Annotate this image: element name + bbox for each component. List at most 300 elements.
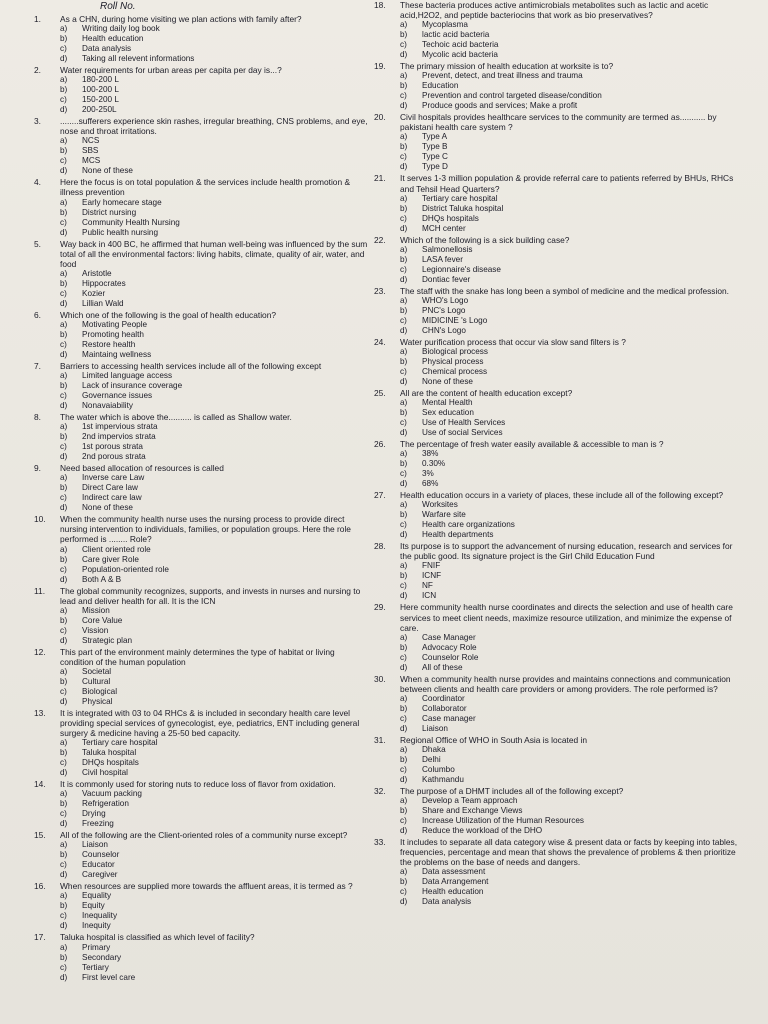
option-letter: d) (60, 921, 68, 931)
option-letter: b) (60, 329, 68, 339)
options-list (60, 320, 368, 360)
option-item (400, 367, 746, 377)
question-number: 2. (34, 65, 41, 76)
question-item (30, 830, 368, 880)
question-item (30, 514, 368, 584)
option-item (400, 775, 746, 785)
question-item (370, 173, 746, 233)
options-list (60, 667, 368, 707)
option-letter: d) (60, 503, 68, 513)
option-text: Health care organizations (422, 520, 515, 530)
question-line (30, 116, 368, 136)
option-letter: c) (400, 418, 407, 428)
option-letter: d) (60, 635, 68, 645)
option-letter: d) (60, 452, 68, 462)
option-text: First level care (82, 972, 136, 982)
question-item (30, 881, 368, 931)
question-item (370, 112, 746, 172)
option-text: All of these (422, 662, 463, 672)
question-line (30, 14, 368, 24)
option-item (400, 40, 746, 50)
option-text: Indirect care law (82, 493, 142, 503)
question-stem: All of the following are the Client-oriented roles of a community nurse except? (60, 830, 348, 841)
option-text: Tertiary (82, 962, 109, 972)
option-letter: d) (60, 349, 68, 359)
right-question-column (370, 0, 746, 908)
option-letter: b) (400, 408, 408, 418)
option-text: Freezing (82, 819, 114, 829)
option-item (400, 530, 746, 540)
question-number: 32. (374, 785, 386, 796)
question-number: 7. (34, 360, 41, 371)
option-item (60, 452, 368, 462)
option-text: 2nd impervios strata (82, 432, 156, 442)
option-text: MCS (82, 156, 101, 166)
question-line (30, 708, 368, 738)
option-text: Chemical process (422, 366, 488, 376)
option-letter: b) (60, 85, 68, 95)
option-text: Biological process (422, 346, 488, 356)
option-letter: b) (400, 703, 408, 713)
question-item (370, 837, 746, 907)
option-text: Type C (422, 152, 448, 162)
option-letter: b) (400, 254, 408, 264)
option-letter: a) (400, 449, 408, 459)
question-item (30, 14, 368, 64)
options-list (400, 561, 746, 601)
option-item (400, 663, 746, 673)
option-text: Warfare site (422, 510, 466, 520)
question-line (370, 235, 746, 245)
question-number: 26. (374, 439, 386, 450)
option-item (60, 911, 368, 921)
option-letter: a) (400, 744, 408, 754)
option-text: Columbo (422, 764, 455, 774)
option-text: Civil hospital (82, 768, 128, 778)
option-text: NF (422, 581, 433, 591)
option-letter: c) (60, 962, 67, 972)
question-item (30, 412, 368, 462)
option-letter: c) (400, 581, 407, 591)
option-text: Caregiver (82, 870, 118, 880)
option-item (60, 809, 368, 819)
options-list (60, 789, 368, 829)
option-text: LASA fever (422, 254, 463, 264)
question-line (370, 0, 746, 20)
options-list (60, 371, 368, 411)
option-text: Lack of insurance coverage (82, 381, 183, 391)
option-item (60, 850, 368, 860)
option-text: Advocacy Role (422, 642, 477, 652)
option-letter: b) (60, 748, 68, 758)
option-text: Writing daily log book (82, 24, 160, 34)
option-text: Physical (82, 696, 113, 706)
option-letter: c) (60, 758, 67, 768)
question-item (30, 361, 368, 411)
option-item (400, 152, 746, 162)
options-list (60, 136, 368, 176)
option-text: Collaborator (422, 703, 467, 713)
option-text: Dontiac fever (422, 274, 471, 284)
option-item (60, 146, 368, 156)
question-item (370, 388, 746, 438)
options-list (400, 633, 746, 673)
option-letter: b) (60, 483, 68, 493)
question-line (370, 735, 746, 745)
option-text: Mycolic acid bacteria (422, 50, 498, 60)
question-stem: When the community health nurse uses the nursing process to provide direct nursing intervention to individuals, families, or population groups. Here the role performed is ........ Role? (60, 514, 351, 545)
option-letter: d) (60, 972, 68, 982)
option-letter: a) (60, 666, 68, 676)
option-item (60, 330, 368, 340)
roll-number-label: Roll No. (100, 1, 136, 12)
option-text: 2nd porous strata (82, 452, 146, 462)
option-text: CHN's Logo (422, 325, 466, 335)
question-number: 17. (34, 932, 46, 943)
option-letter: b) (60, 799, 68, 809)
option-item (400, 265, 746, 275)
option-letter: a) (400, 867, 408, 877)
option-text: 0.30% (422, 459, 446, 469)
option-item (400, 571, 746, 581)
question-item (30, 932, 368, 982)
question-item (30, 177, 368, 237)
option-letter: b) (400, 754, 408, 764)
option-text: Mycoplasma (422, 20, 468, 30)
option-item (60, 789, 368, 799)
question-line (370, 112, 746, 132)
option-text: 200-250L (82, 105, 117, 115)
question-line (370, 61, 746, 71)
option-letter: d) (400, 325, 408, 335)
option-item (60, 545, 368, 555)
option-text: Tertiary care hospital (422, 193, 498, 203)
option-text: Share and Exchange Views (422, 806, 523, 816)
option-text: DHQs hospitals (82, 758, 139, 768)
question-stem: Its purpose is to support the advancement of nursing education, research and services for the public good. Its signature project is the Girl Child Education Fund (400, 541, 733, 562)
option-text: Taking all relevent informations (82, 54, 195, 64)
option-item (60, 503, 368, 513)
option-letter: c) (400, 887, 407, 897)
option-letter: c) (60, 686, 67, 696)
option-item (400, 408, 746, 418)
question-number: 31. (374, 734, 386, 745)
option-letter: a) (60, 605, 68, 615)
option-item (60, 840, 368, 850)
question-number: 20. (374, 112, 386, 123)
question-item (30, 463, 368, 513)
option-text: 3% (422, 469, 434, 479)
option-text: Direct Care law (82, 483, 138, 493)
question-stem: Regional Office of WHO in South Asia is located in (400, 734, 587, 745)
option-letter: b) (60, 850, 68, 860)
option-letter: a) (60, 544, 68, 554)
question-stem: This part of the environment mainly determines the type of habitat or living condition of the human population (60, 646, 335, 667)
option-item (400, 449, 746, 459)
options-list (60, 545, 368, 585)
option-item (60, 350, 368, 360)
option-item (60, 575, 368, 585)
option-letter: c) (400, 315, 407, 325)
question-line (370, 439, 746, 449)
options-list (60, 75, 368, 115)
options-list (60, 606, 368, 646)
option-text: Education (422, 81, 459, 91)
option-item (400, 255, 746, 265)
question-line (370, 837, 746, 867)
option-letter: a) (400, 693, 408, 703)
option-letter: a) (60, 473, 68, 483)
question-number: 3. (34, 116, 41, 127)
option-text: Restore health (82, 339, 136, 349)
option-item (60, 799, 368, 809)
question-item (370, 735, 746, 785)
option-item (60, 616, 368, 626)
option-item (60, 208, 368, 218)
option-item (60, 156, 368, 166)
option-item (60, 228, 368, 238)
question-item (30, 310, 368, 360)
question-item (30, 708, 368, 778)
option-letter: d) (400, 428, 408, 438)
option-text: Data analysis (422, 897, 472, 907)
option-text: Coordinator (422, 693, 465, 703)
question-line (30, 239, 368, 269)
option-letter: c) (400, 652, 407, 662)
option-letter: a) (400, 561, 408, 571)
option-letter: a) (60, 738, 68, 748)
question-line (30, 514, 368, 544)
option-letter: d) (400, 774, 408, 784)
option-item (400, 275, 746, 285)
question-number: 33. (374, 837, 386, 848)
option-letter: c) (60, 95, 67, 105)
options-list (400, 867, 746, 907)
question-line (30, 586, 368, 606)
option-item (60, 667, 368, 677)
option-text: Data Arrangement (422, 877, 489, 887)
option-text: 68% (422, 479, 439, 489)
option-item (60, 891, 368, 901)
option-text: Physical process (422, 356, 484, 366)
question-stem: It includes to separate all data category wise & present data or facts by keeping into tables, frequencies, percentage and mean that shows the prevalence of problems & then prioritize the problems on the base of needs and dangers. (400, 837, 738, 868)
option-letter: b) (400, 356, 408, 366)
option-letter: d) (60, 166, 68, 176)
option-letter: d) (60, 298, 68, 308)
option-letter: a) (400, 632, 408, 642)
option-letter: b) (60, 207, 68, 217)
option-letter: b) (400, 877, 408, 887)
option-text: Hippocrates (82, 278, 126, 288)
question-number: 14. (34, 779, 46, 790)
option-letter: d) (60, 54, 68, 64)
options-list (400, 449, 746, 489)
option-item (60, 34, 368, 44)
option-item (400, 796, 746, 806)
options-list (400, 20, 746, 60)
option-item (400, 316, 746, 326)
option-letter: b) (400, 305, 408, 315)
option-text: Delhi (422, 754, 441, 764)
option-item (400, 398, 746, 408)
option-text: Type B (422, 142, 448, 152)
option-item (400, 500, 746, 510)
option-item (60, 921, 368, 931)
question-line (370, 786, 746, 796)
option-text: Taluka hospital (82, 748, 137, 758)
option-letter: d) (400, 826, 408, 836)
option-letter: b) (400, 203, 408, 213)
option-letter: c) (60, 339, 67, 349)
option-letter: c) (60, 442, 67, 452)
option-item (60, 289, 368, 299)
option-letter: a) (60, 840, 68, 850)
question-stem: These bacteria produces active antimicrobials metabolites such as lactic and acetic acid,H2O2, and peptide bacteriocins that work as bio preservatives? (400, 0, 709, 21)
question-stem: Civil hospitals provides healthcare services to the community are termed as........... by pakistani health care system ? (400, 112, 717, 133)
option-letter: a) (400, 244, 408, 254)
question-stem: Water purification process that occur via slow sand filters is ? (400, 336, 626, 347)
option-letter: d) (60, 401, 68, 411)
option-item (60, 391, 368, 401)
option-text: Use of social Services (422, 428, 503, 438)
option-letter: d) (60, 105, 68, 115)
option-item (400, 296, 746, 306)
question-stem: It is commonly used for storing nuts to reduce loss of flavor from oxidation. (60, 779, 336, 790)
option-item (60, 442, 368, 452)
option-letter: a) (400, 796, 408, 806)
option-item (60, 95, 368, 105)
option-item (60, 432, 368, 442)
question-number: 13. (34, 707, 46, 718)
option-letter: a) (400, 500, 408, 510)
question-item (30, 779, 368, 829)
options-list (60, 422, 368, 462)
option-text: Client oriented role (82, 544, 151, 554)
option-item (400, 867, 746, 877)
options-list (60, 198, 368, 238)
option-text: Reduce the workload of the DHO (422, 826, 543, 836)
option-item (60, 54, 368, 64)
question-item (30, 65, 368, 115)
option-item (60, 299, 368, 309)
option-letter: d) (400, 101, 408, 111)
question-stem: Barriers to accessing health services include all of the following except (60, 360, 322, 371)
question-stem: ........sufferers experience skin rashes, irregular breathing, CNS problems, and eye, nose and throat irritations. (60, 116, 368, 137)
option-letter: c) (60, 860, 67, 870)
options-list (400, 194, 746, 234)
question-item (370, 337, 746, 387)
option-item (60, 279, 368, 289)
question-number: 4. (34, 177, 41, 188)
option-text: Type A (422, 132, 448, 142)
option-text: Salmonellosis (422, 244, 473, 254)
options-list (400, 745, 746, 785)
option-item (60, 105, 368, 115)
option-letter: c) (60, 625, 67, 635)
option-letter: b) (60, 615, 68, 625)
options-list (60, 738, 368, 778)
question-number: 28. (374, 541, 386, 552)
option-letter: b) (400, 30, 408, 40)
option-letter: d) (400, 479, 408, 489)
option-letter: b) (400, 510, 408, 520)
question-item (30, 586, 368, 646)
option-text: Mental Health (422, 398, 473, 408)
option-letter: a) (60, 371, 68, 381)
option-text: Type D (422, 162, 448, 172)
option-text: Inequity (82, 921, 111, 931)
option-text: None of these (82, 166, 133, 176)
question-number: 11. (34, 585, 46, 596)
option-item (400, 520, 746, 530)
option-letter: a) (60, 268, 68, 278)
option-letter: d) (400, 162, 408, 172)
option-item (400, 826, 746, 836)
question-stem: As a CHN, during home visiting we plan actions with family after? (60, 14, 302, 24)
question-number: 25. (374, 387, 386, 398)
question-stem: The primary mission of health education at worksite is to? (400, 61, 614, 72)
option-letter: c) (60, 156, 67, 166)
question-line (30, 881, 368, 891)
option-item (400, 357, 746, 367)
option-letter: c) (60, 564, 67, 574)
question-item (370, 490, 746, 540)
options-list (400, 398, 746, 438)
question-item (370, 439, 746, 489)
option-text: District nursing (82, 207, 137, 217)
option-item (60, 483, 368, 493)
option-text: ICNF (422, 571, 442, 581)
option-text: Nonavaiability (82, 401, 133, 411)
option-item (400, 347, 746, 357)
question-stem: The water which is above the.......... is called as Shallow water. (60, 412, 292, 423)
option-item (400, 643, 746, 653)
question-stem: Here community health nurse coordinates and directs the selection and use of health care services to meet client needs, maximize resource utilization, and minimize the expense of care. (400, 602, 733, 633)
option-text: Equality (82, 891, 112, 901)
options-list (400, 132, 746, 172)
option-letter: b) (60, 901, 68, 911)
options-list (60, 473, 368, 513)
option-item (400, 326, 746, 336)
question-number: 30. (374, 673, 386, 684)
option-text: Biological (82, 686, 118, 696)
option-item (60, 555, 368, 565)
option-text: Promoting health (82, 329, 144, 339)
question-stem: Which of the following is a sick building case? (400, 234, 570, 245)
option-text: Data analysis (82, 44, 132, 54)
question-line (370, 602, 746, 632)
option-letter: c) (400, 213, 407, 223)
option-letter: d) (60, 819, 68, 829)
option-letter: b) (60, 676, 68, 686)
options-list (400, 71, 746, 111)
question-number: 19. (374, 61, 386, 72)
question-number: 15. (34, 830, 46, 841)
option-item (400, 897, 746, 907)
question-number: 1. (34, 14, 41, 24)
option-text: FNIF (422, 561, 441, 571)
option-text: Dhaka (422, 744, 446, 754)
option-letter: d) (400, 723, 408, 733)
option-letter: a) (60, 136, 68, 146)
option-letter: b) (60, 952, 68, 962)
question-item (370, 674, 746, 734)
option-letter: b) (60, 381, 68, 391)
option-text: Tertiary care hospital (82, 738, 158, 748)
question-stem: The staff with the snake has long been a symbol of medicine and the medical profession. (400, 285, 729, 296)
option-text: Cultural (82, 676, 111, 686)
option-text: Care giver Role (82, 554, 139, 564)
